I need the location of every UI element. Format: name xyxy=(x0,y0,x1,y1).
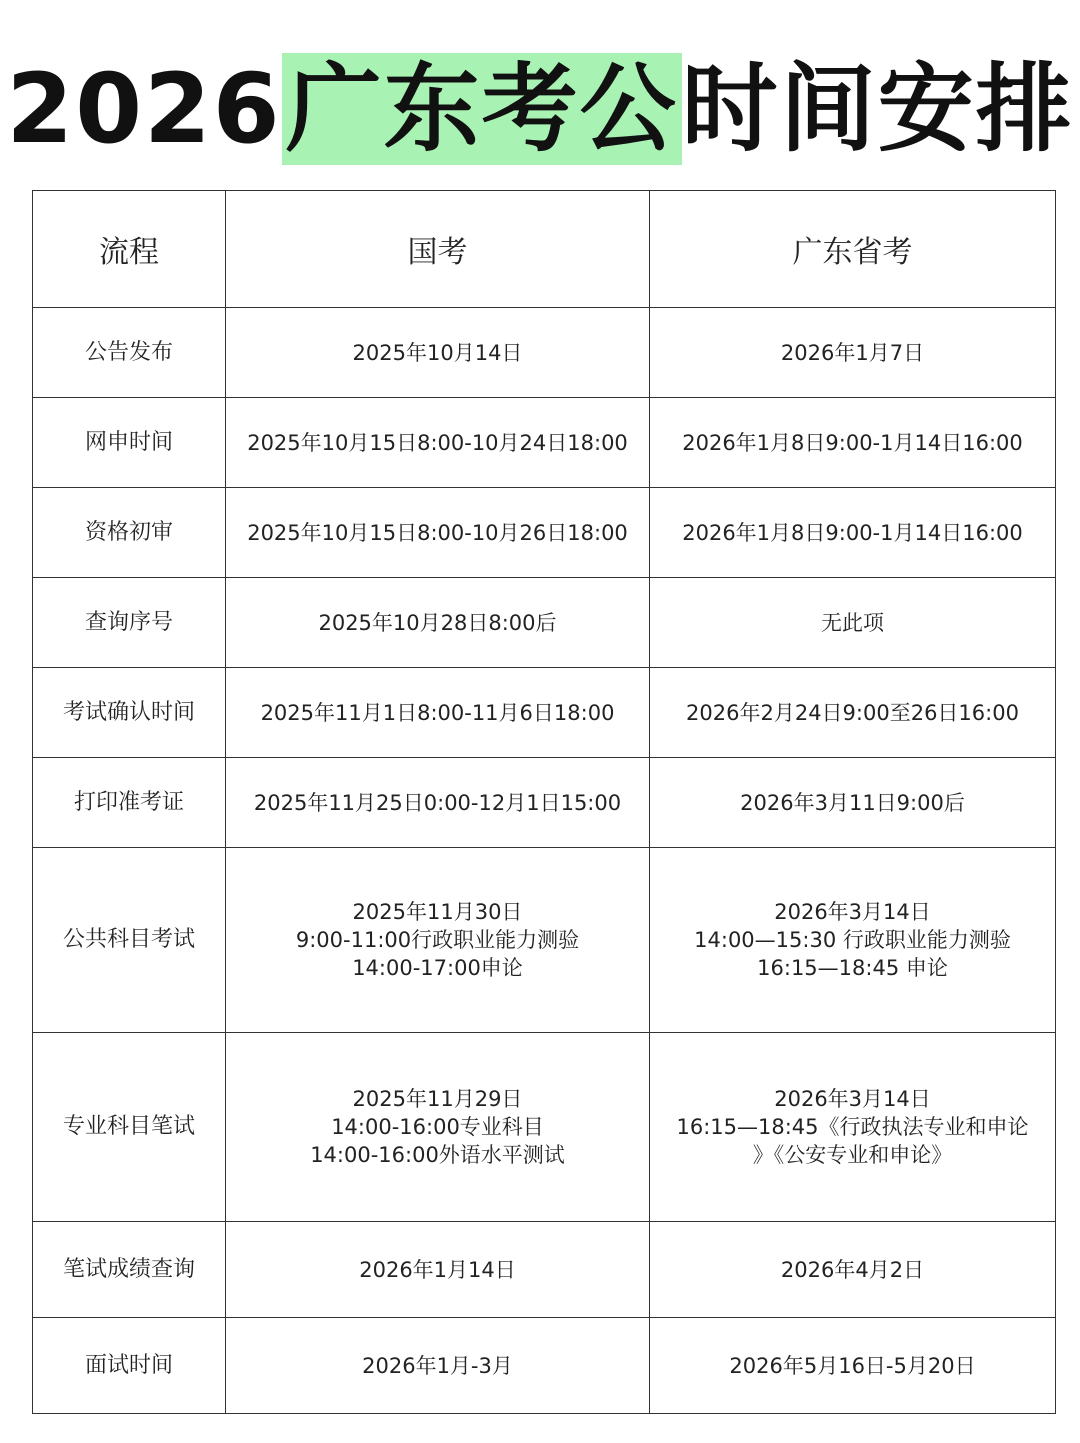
cell-line: 2026年3月11日9:00后 xyxy=(740,790,965,815)
table-row xyxy=(33,398,1056,488)
cell-provincial xyxy=(650,758,1056,848)
cell-line: 14:00-17:00申论 xyxy=(352,956,523,980)
cell-provincial xyxy=(650,578,1056,668)
cell-provincial xyxy=(650,488,1056,578)
cell-line: 14:00-16:00专业科目 xyxy=(331,1115,544,1139)
cell-national xyxy=(226,398,650,488)
title-year: 2026 xyxy=(6,53,282,165)
table-row xyxy=(33,758,1056,848)
row-label: 考试确认时间 xyxy=(33,668,226,758)
cell-national xyxy=(226,758,650,848)
cell-line: 2025年11月1日8:00-11月6日18:00 xyxy=(260,700,615,725)
cell-line: 2025年11月30日 xyxy=(352,900,523,924)
cell-line: 9:00-11:00行政职业能力测验 xyxy=(295,928,580,952)
cell-provincial xyxy=(650,1222,1056,1318)
cell-national xyxy=(226,668,650,758)
cell-national xyxy=(226,308,650,398)
cell-line: 2026年3月14日 xyxy=(774,900,931,924)
row-label: 查询序号 xyxy=(33,578,226,668)
header-process: 流程 xyxy=(33,191,226,308)
cell-line: 》《公安专业和申论》 xyxy=(752,1143,953,1167)
row-label: 公共科目考试 xyxy=(33,848,226,1033)
row-label: 专业科目笔试 xyxy=(33,1033,226,1222)
row-label: 网申时间 xyxy=(33,398,226,488)
cell-line: 2026年5月16日-5月20日 xyxy=(729,1353,976,1378)
cell-line: 2025年10月28日8:00后 xyxy=(318,610,557,635)
cell-national xyxy=(226,1222,650,1318)
cell-national xyxy=(226,848,650,1033)
table-row xyxy=(33,668,1056,758)
row-label: 打印准考证 xyxy=(33,758,226,848)
cell-provincial xyxy=(650,1318,1056,1414)
table-row xyxy=(33,1318,1056,1414)
cell-line: 2025年11月25日0:00-12月1日15:00 xyxy=(253,790,622,815)
row-label: 面试时间 xyxy=(33,1318,226,1414)
table-row xyxy=(33,1033,1056,1222)
table-row xyxy=(33,578,1056,668)
cell-national xyxy=(226,578,650,668)
cell-line: 2025年10月14日 xyxy=(352,340,523,365)
schedule-table xyxy=(32,190,1056,1414)
cell-provincial xyxy=(650,848,1056,1033)
cell-line: 2026年1月14日 xyxy=(359,1257,516,1282)
cell-provincial xyxy=(650,308,1056,398)
table-body xyxy=(33,308,1056,1414)
cell-line: 2026年1月8日9:00-1月14日16:00 xyxy=(682,430,1023,455)
cell-line: 16:15—18:45《行政执法专业和申论 xyxy=(676,1115,1029,1139)
cell-line: 2026年1月8日9:00-1月14日16:00 xyxy=(682,520,1023,545)
cell-provincial xyxy=(650,668,1056,758)
header-national-exam: 国考 xyxy=(226,191,650,308)
cell-line: 16:15—18:45 申论 xyxy=(757,956,948,980)
cell-line: 14:00—15:30 行政职业能力测验 xyxy=(694,928,1011,952)
cell-line: 2026年3月14日 xyxy=(774,1087,931,1111)
cell-provincial xyxy=(650,1033,1056,1222)
cell-line: 无此项 xyxy=(821,610,884,635)
cell-line: 2026年2月24日9:00至26日16:00 xyxy=(686,700,1019,725)
row-label: 公告发布 xyxy=(33,308,226,398)
cell-line: 2026年4月2日 xyxy=(780,1257,925,1282)
cell-national xyxy=(226,1033,650,1222)
table-row xyxy=(33,308,1056,398)
cell-provincial xyxy=(650,398,1056,488)
title-highlight: 广东考公 xyxy=(282,53,682,165)
cell-national xyxy=(226,1318,650,1414)
row-label: 资格初审 xyxy=(33,488,226,578)
cell-line: 2025年11月29日 xyxy=(352,1087,523,1111)
page-title xyxy=(0,44,1080,174)
cell-line: 2026年1月-3月 xyxy=(362,1353,513,1378)
cell-line: 2025年10月15日8:00-10月26日18:00 xyxy=(247,520,628,545)
table-row xyxy=(33,488,1056,578)
cell-line: 14:00-16:00外语水平测试 xyxy=(310,1143,565,1167)
table-header-row xyxy=(33,191,1056,308)
cell-line: 2026年1月7日 xyxy=(780,340,925,365)
table-row xyxy=(33,1222,1056,1318)
cell-line: 2025年10月15日8:00-10月24日18:00 xyxy=(247,430,628,455)
table-row xyxy=(33,848,1056,1033)
title-suffix: 时间安排 xyxy=(681,53,1074,165)
cell-national xyxy=(226,488,650,578)
header-guangdong-exam: 广东省考 xyxy=(650,191,1056,308)
row-label: 笔试成绩查询 xyxy=(33,1222,226,1318)
